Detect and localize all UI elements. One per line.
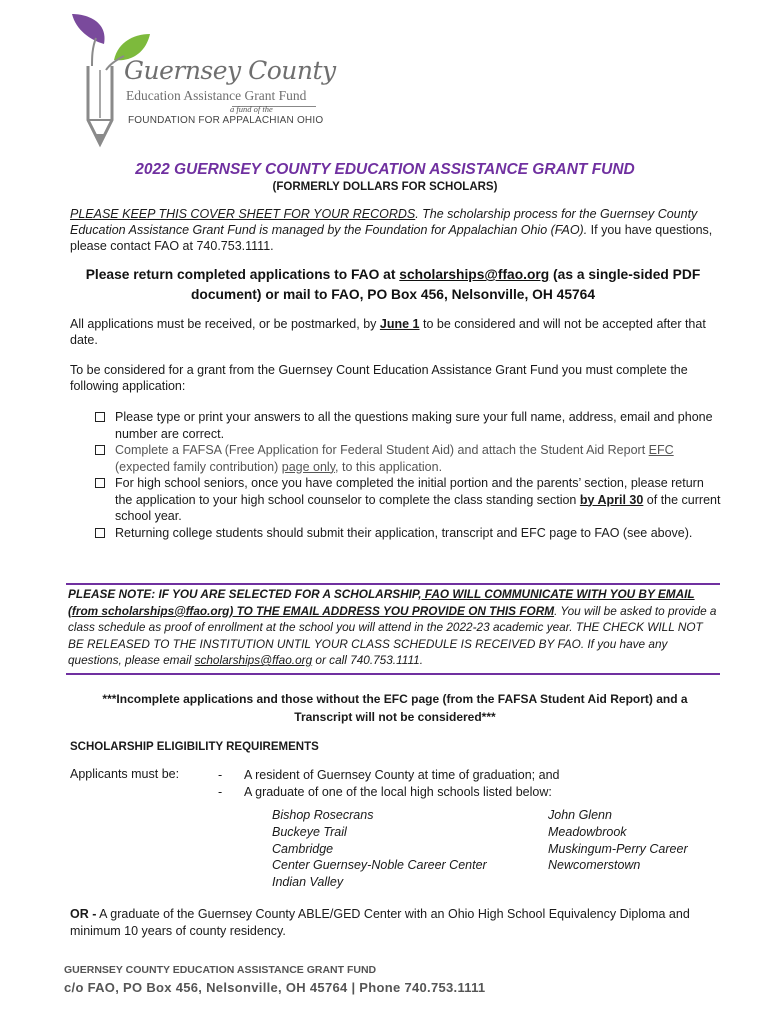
incomplete-warning: ***Incomplete applications and those without the EFC page (from the FAFSA Student Aid Report) and a Transcript will not be considered***: [102, 692, 688, 724]
footer-fund-name: GUERNSEY COUNTY EDUCATION ASSISTANCE GRANT FUND: [64, 964, 377, 976]
school-name: Newcomerstown: [548, 858, 641, 873]
purple-leaf-icon: [72, 14, 105, 44]
intro-plain: If you have questions, please contact FAO at 740.753.1111.: [70, 223, 713, 253]
checklist-text: Complete a FAFSA (Free Application for Federal Student Aid) and attach the Student Aid Report: [115, 443, 649, 457]
schools-left-column: [272, 807, 487, 891]
note-top-rule: [66, 583, 720, 585]
requirement-item: - A graduate of one of the local high schools listed below:: [218, 784, 552, 799]
note-rest: . You will be asked to provide a class schedule as proof of enrollment at the school you will attend in the 2022-23 academic year. THE CHECK WILL NOT BE RELEASED TO THE INSTITUTION UNTIL YOUR CLASS SCHEDULE IS RECEIVED BY FAO. If you have any questions, please email: [68, 603, 717, 667]
deadline-before: All applications must be received, or be postmarked, by: [70, 317, 380, 331]
intro-paragraph: [70, 206, 720, 254]
page-title: 2022 GUERNSEY COUNTY EDUCATION ASSISTANCE GRANT FUND: [135, 161, 635, 178]
logo-name-line2: Education Assistance Grant Fund: [126, 88, 307, 103]
checkbox-icon[interactable]: [95, 412, 105, 422]
school-name: John Glenn: [548, 808, 612, 822]
return-after: (as a single-sided PDF document) or mail to FAO, PO Box 456, Nelsonville, OH 45764: [190, 267, 701, 302]
selection-note: [68, 586, 718, 669]
checklist-text: , to this application.: [335, 459, 443, 474]
requirements-label: Applicants must be:: [70, 767, 180, 781]
checkbox-icon[interactable]: [95, 478, 105, 488]
or-requirement: [70, 906, 720, 939]
footer-address: c/o FAO, PO Box 456, Nelsonville, OH 45764 | Phone 740.753.1111: [64, 980, 486, 995]
school-name: Center Guernsey-Noble Career Center: [272, 858, 487, 873]
checklist-text: For high school seniors, once you have completed the initial portion and the parents’ section, please return the application to your high school counselor to complete the class standing section: [115, 476, 704, 507]
return-email-link[interactable]: scholarships@ffao.org: [399, 267, 550, 282]
logo-name-line1: Guernsey County: [124, 56, 336, 85]
requirements-list: [218, 767, 559, 800]
to-be-considered: To be considered for a grant from the Guernsey Count Education Assistance Grant Fund you must complete the following application:: [70, 363, 688, 393]
application-checklist: [94, 409, 724, 541]
deadline-paragraph: [70, 316, 720, 348]
efc-text: EFC: [648, 443, 674, 457]
checklist-item: [94, 409, 724, 442]
note-end: or call 740.753.1111.: [312, 653, 423, 667]
checklist-item: [94, 525, 724, 542]
logo-foundation: FOUNDATION FOR APPALACHIAN OHIO: [128, 115, 324, 126]
april-deadline: by April 30: [579, 492, 644, 507]
note-underlined: FAO WILL COMMUNICATE WITH YOU BY EMAIL (from scholarships@ffao.org) TO THE EMAIL ADDRESS YOU PROVIDE ON THIS FORM: [68, 587, 695, 618]
school-name: Meadowbrook: [548, 824, 627, 839]
checkbox-icon[interactable]: [95, 445, 105, 455]
checklist-text: of the current school year.: [115, 492, 721, 523]
deadline-after: to be considered and will not be accepted after that date.: [70, 317, 706, 347]
deadline-date: June 1: [379, 317, 420, 331]
or-text: A graduate of the Guernsey County ABLE/GED Center with an Ohio High School Equivalency Diploma and minimum 10 years of county residency.: [70, 907, 690, 938]
note-email-link[interactable]: scholarships@ffao.org: [194, 653, 313, 667]
requirement-text: A graduate of one of the local high schools listed below:: [244, 784, 552, 799]
note-bottom-rule: [66, 673, 720, 675]
or-label: OR -: [70, 907, 97, 921]
page-only-text: page only: [281, 459, 336, 474]
requirement-text: A resident of Guernsey County at time of graduation; and: [244, 768, 560, 782]
schools-right-column: [548, 807, 688, 874]
intro-italic: . The scholarship process for the Guernsey County Education Assistance Grant Fund is managed by the Foundation for Appalachian Ohio (FAO).: [70, 207, 698, 237]
requirements-heading: SCHOLARSHIP ELIGIBILITY REQUIREMENTS: [70, 741, 319, 753]
logo-fund-of: a fund of the: [230, 104, 273, 114]
school-name: Indian Valley: [272, 875, 344, 890]
requirement-item: - A resident of Guernsey County at time of graduation; and: [218, 768, 560, 782]
school-name: Buckeye Trail: [272, 824, 347, 839]
school-name: Bishop Rosecrans: [272, 808, 374, 822]
checklist-text: Please type or print your answers to all the questions making sure your full name, address, email and phone number are correct.: [115, 410, 713, 441]
checklist-text: (expected family contribution): [115, 459, 282, 474]
checklist-text: Returning college students should submit their application, transcript and EFC page to FAO (see above).: [115, 525, 693, 540]
school-name: Cambridge: [272, 841, 334, 856]
checkbox-icon[interactable]: [95, 528, 105, 538]
return-notice: [68, 265, 718, 305]
school-name: Muskingum-Perry Career: [548, 841, 688, 856]
intro-underlined: PLEASE KEEP THIS COVER SHEET FOR YOUR RECORDS: [70, 207, 416, 221]
return-before: Please return completed applications to FAO at: [85, 267, 400, 282]
checklist-item: [94, 442, 724, 475]
checklist-item: [94, 475, 724, 525]
page-subtitle: (FORMERLY DOLLARS FOR SCHOLARS): [272, 181, 498, 193]
note-lead: PLEASE NOTE: IF YOU ARE SELECTED FOR A SCHOLARSHIP,: [68, 587, 422, 601]
